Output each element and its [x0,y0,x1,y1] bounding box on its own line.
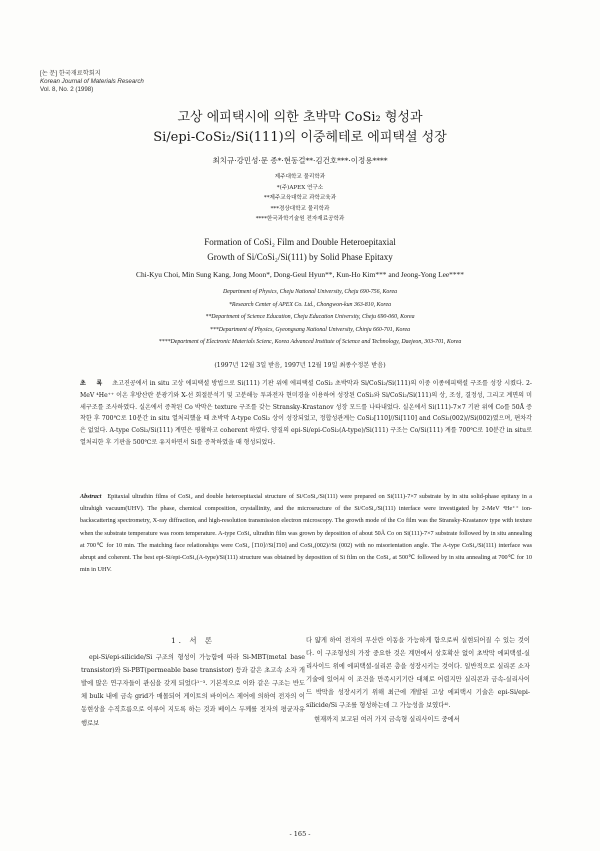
affiliation-ko: ***경상대학교 물리학과 [270,205,330,212]
affiliation-ko: ****한국과학기술원 전자재료공학과 [255,216,345,223]
body-paragraph: epi-Si/epi-silicide/Si 구조의 형성이 가능함에 따라 Si-MBT(metal base transistor)와 Si-PBT(permeable base transistor) 등과 같은 초고속 소자 개발에 많은 연구자들이 관심을 갖게 되었다¹⁻³. 기본적으로 이와 같은 구조는 반도체 bulk 내에 금속 grid가 매몰되어 게이트의 바이어스 제어에 의하여 전자의 이동현상을 수직흐름으로 이루어 지도록 하는 것과 베이스 두께를 전자의 평균자유행로보 [81,654,305,727]
abstract-english [80,491,532,576]
affiliation-ko: 제주대학교 물리학과 [274,174,326,180]
abstract-korean [80,378,532,449]
body-column-left [81,632,305,730]
authors-korean: 최치규·강민성·문 종*·현동걸**·김건호***·이정용**** [212,156,388,165]
abstract-en-label: Abstract [80,493,102,500]
affiliations-korean [0,172,600,225]
title-korean [0,108,600,148]
abstract-ko-text: 초고진공에서 in situ 고상 에피택셜 방법으로 Si(111) 기판 위에 에피택셜 CoSi₂ 초박막과 Si/CoSi₂/Si(111)의 이중 이종에피택셜 구조를 성장 시켰다. 2-MeV ⁴He⁺⁺ 이온 후방산란 분광기와 X-선 회절분석기 및 고분해능 투과전자 현미경을 이용하여 성장된 CoSi₂와 Si/CoSi₂/Si(111)의 상, 조성, 결정성, 그리고 계면의 미세구조를 조사하였다. 실온에서 증착된 Co 박막은 texture 구조를 갖는 Stransky-Krastanov 성장 모드를 나타내었다. 실온에서 Si(111)-7×7 기판 위에 Co를 50Å 증착한 후 700℃로 10분간 in situ 열처리했을 때 초박막 A-type CoSi₂ 상이 성장되었고, 정합성관계는 CoSi₂[110]//Si[110] and CoSi₂(002)//Si(002)였으며, 편차각은 없었다. A-type CoSi₂/Si(111) 계면은 평활하고 coherent 하였다. 양질의 epi-Si/epi-CoSi₂(A-type)/Si(111) 구조는 Co/Si(111) 계를 700℃로 10분간 in situ로 열처리한 후 기판을 500℃로 유지하면서 Si를 증착하였을 때 형성되었다. [80,380,532,446]
title-en-line2: Growth of Si/CoSi₂/Si(111) by Solid Phase Epitaxy [207,252,393,262]
title-english [0,235,600,265]
journal-header [40,70,144,94]
affiliation-en: ****Department of Electronic Materials Scienc, Korea Advanced Institute of Science and Technology, Daejeon, 303-701, Korea [158,339,462,346]
journal-name-ko: [논 문] 한국재료학회지 [40,70,101,77]
title-en-line1: Formation of CoSi₂ Film and Double Heteroepitaxial [204,237,396,247]
body-column-right [306,634,530,726]
page-number: - 165 - [289,830,311,838]
authors-english: Chi-Kyu Choi, Min Sung Kang, Jong Moon*, Dong-Geul Hyun**, Kun-Ho Kim*** and Jeong-Yong Lee**** [136,270,464,279]
affiliations-english [40,286,580,349]
affiliation-ko: *(주)APEX 연구소 [276,184,324,191]
affiliation-ko: **제주교육대학교 과학교육과 [263,195,337,202]
body-paragraph: 다 얇게 하여 전자의 무산란 이동을 가능하게 함으로써 실현되어질 수 있는 것이다. 이 구조형성의 가장 중요한 것은 계면에서 상호확산 없이 초박막 에피택셜-실리사이드 위에 에피택셜-실리콘 층을 성장시키는 것이다. 일반적으로 실리콘 소자 기술에 있어서 이 조건을 만족시키기란 대체로 어렵지만 실리콘과 금속-실리사이드 박막을 성장시키기 위해 최근에 개발된 고상 에피택시 기술은 epi-Si/epi-silicide/Si 구조를 형성하는데 그 가능성을 보였다⁴⁾. [306,637,530,710]
section-heading-introduction: 1. 서 론 [170,636,216,645]
title-ko-line2: Si/epi-CoSi₂/Si(111)의 이중헤테로 에피택셜 성장 [153,130,447,145]
title-ko-line1: 고상 에피택시에 의한 초박막 CoSi₂ 형성과 [177,110,423,125]
affiliation-en: *Research Center of APEX Co. Ltd., Chongwon-kun 363-810, Korea [228,301,392,308]
abstract-en-text: Epitaxial ultrathin films of CoSi₂ and double heteroepitaxial structure of Si/CoSi₂/Si(111) were prepared on Si(111)-7×7 substrate by in situ solid-phase epitaxy in a ultrahigh vacuum(UHV). The phase, chemical composition, crystallinity, and the microsructure of the Si/CoSi₂/Si(111) interface were investigated by 2-MeV ⁴He⁺⁺ ion-backscattering spectrometry, X-ray diffraction, and high-resolution transmission electron microscopy. The growth mode of the Co film was the Stransky-Krastanov type with texture when the substrate temperature was room temperature. A-type CoSi₂ ultrathin film was grown by deposition of about 50Å Co on Si(111)-7×7 substrate followed by in situ annealing at 700℃ for 10 min. The matching face relationships were CoSi₂ [1̄10]//Si[1̄10] and CoSi₂(002)//Si (002) with no misorientation angle. The A-type CoSi₂/Si(111) interface was abrupt and coherent. The best epi-Si/epi-CoSi₂(A-type)/Si(111) structure was obtained by deposition of Si film on the CoSi₂ at 500℃ followed by in situ annealing at 700℃ for 10 min in UHV. [80,493,532,574]
abstract-ko-label: 초 록 [80,380,107,387]
journal-volume: Vol. 8, No. 2 (1998) [40,86,94,93]
affiliation-en: **Department of Science Education, Cheju Education University, Cheju 690-060, Korea [205,314,415,321]
affiliation-en: Department of Physics, Cheju National University, Cheju 690-756, Korea [222,289,398,295]
received-date: (1997년 12월 3일 받음, 1997년 12월 19일 최종수정본 받음) [214,362,386,369]
body-paragraph: 현재까지 보고된 여러 가지 금속형 실리사이드 중에서 [314,715,460,723]
affiliation-en: ***Department of Physics, Gyeongsang National University, Chinju 660-701, Korea [209,326,411,333]
journal-name-en: Korean Journal of Materials Research [40,78,144,85]
